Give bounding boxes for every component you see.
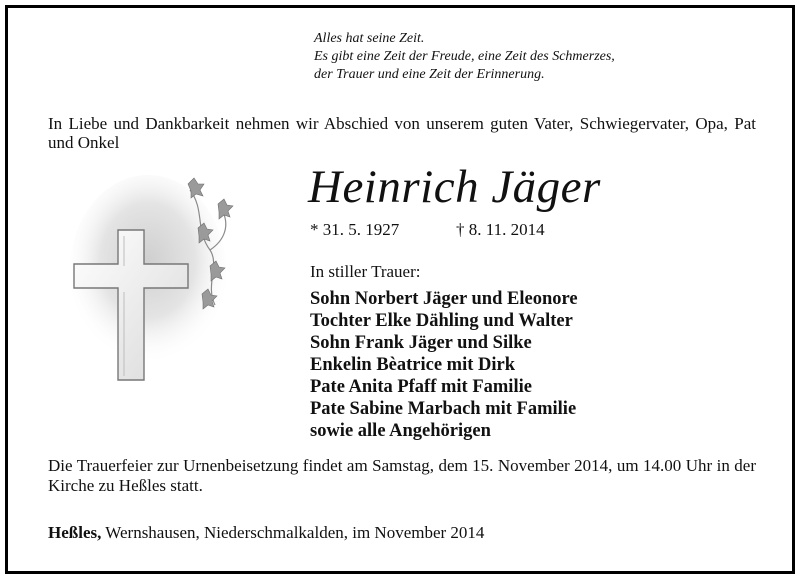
mourning-intro: In stiller Trauer:	[310, 262, 421, 281]
funeral-info: Die Trauerfeier zur Urnenbeisetzung findet am Samstag, dem 15. November 2014, um 14.00 Uhr in der Kirche zu Heßles statt.	[48, 456, 756, 495]
place-and-date	[48, 523, 484, 543]
birth-date: * 31. 5. 1927	[310, 220, 400, 239]
place-rest: Wernshausen, Niederschmalkalden, im November 2014	[101, 523, 485, 542]
motto-line-1: Alles hat seine Zeit.	[314, 31, 425, 46]
mourner-line: Tochter Elke Dähling und Walter	[310, 311, 573, 331]
mourner-line: Pate Sabine Marbach mit Familie	[310, 399, 577, 419]
motto-line-3: der Trauer und eine Zeit der Erinnerung.	[314, 67, 545, 82]
intro-text: In Liebe und Dankbarkeit nehmen wir Abschied von unserem guten Vater, Schwiegervater, Opa, Pat und Onkel	[48, 114, 756, 152]
place-town: Heßles,	[48, 523, 102, 542]
mourners-list	[310, 288, 578, 442]
death-date: † 8. 11. 2014	[456, 220, 545, 239]
mourner-line: Sohn Frank Jäger und Silke	[310, 333, 532, 353]
deceased-name: Heinrich Jäger	[308, 161, 601, 213]
mourner-line: Sohn Norbert Jäger und Eleonore	[310, 289, 578, 309]
mourner-line: Pate Anita Pfaff mit Familie	[310, 377, 532, 397]
life-dates	[310, 220, 545, 240]
motto	[314, 30, 615, 84]
motto-line-2: Es gibt eine Zeit der Freude, eine Zeit des Schmerzes,	[314, 49, 615, 64]
cross-with-ivy-icon	[70, 170, 240, 395]
mourner-line: sowie alle Angehörigen	[310, 421, 491, 441]
mourner-line: Enkelin Bèatrice mit Dirk	[310, 355, 516, 375]
